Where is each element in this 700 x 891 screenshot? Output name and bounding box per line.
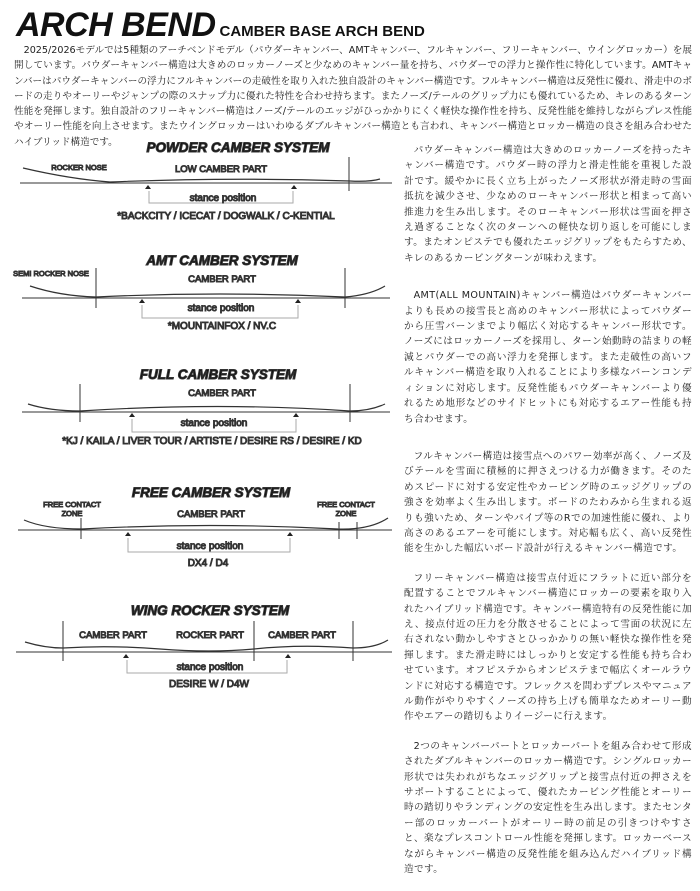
diagram-title: FREE CAMBER SYSTEM xyxy=(131,485,291,500)
page-title xyxy=(16,6,425,45)
diagram-title: WING ROCKER SYSTEM xyxy=(130,603,290,618)
stance-label: stance position xyxy=(189,193,257,204)
zone-label-right-2: ZONE xyxy=(335,509,357,518)
zone-label-left-2: ZONE xyxy=(61,509,83,518)
model-list: DESIRE W / D4W xyxy=(168,679,250,690)
model-list: *BACKCITY / ICECAT / DOGWALK / C-KENTIAL xyxy=(117,211,335,222)
zone-label-left: FREE CONTACT xyxy=(43,500,101,509)
part-label: CAMBER PART xyxy=(188,274,256,285)
wing-description: 2つのキャンバーパートとロッカーパートを組み合わせて形成されたダブルキャンバーのロッカー構造です。シングルロッカー形状では失われがちなエッジグリップと接雪点付近の押さえをサポートすることによって、優れたカービング性能とオーリー時の踏切りやランディングの安定性を生み出します。またセンター部のロッカーパートがオーリー時の前足の引きつけやすさと、楽なプレスコントロール性能を発揮します。ロッカーベースながらキャンバー構造の反発性能を組み込んだハイブリッド構造です。 xyxy=(404,740,692,876)
title-main: ARCH BEND xyxy=(16,6,216,44)
powder-camber-diagram xyxy=(0,135,395,250)
full-description: フルキャンバー構造は接雪点へのパワー効率が高く、ノーズ及びテールを雪面に積極的に押さえつける力が働きます。そのためスピードに対する安定性やカービング時のエッジグリップの強さを効率よく生み出します。ボードのたわみから生まれる返りも強いため、ターンやパイプ等のRでの加速性能に優れ、より高さのあるエアーを可能にします。対応幅も広く、高い反発性能を生かした幅広いボード設計が行えるキャンバー構造です。 xyxy=(404,450,692,555)
wing-rocker-diagram xyxy=(0,597,395,712)
part-label: CAMBER PART xyxy=(188,388,256,399)
model-list: *MOUNTAINFOX / NV.C xyxy=(167,321,277,332)
nose-label: ROCKER NOSE xyxy=(51,163,107,172)
diagram-title: POWDER CAMBER SYSTEM xyxy=(146,140,330,155)
free-description: フリーキャンバー構造は接雪点付近にフラットに近い部分を配置することでフルキャンバー構造にロッカーの要素を取り入れたハイブリッド構造です。キャンバー構造特有の反発性能に加え、接点付近の圧力を分散させることによって雪面の状況に左右されない動かしやすさとひっかかりの無い軽快な操作性を発揮します。また滑走時にはしっかりと安定する性能も持ち合わせています。オフピステからオンピステまで幅広くオールラウンドに対応する構造です。フレックスを問わずプレスやマニュアル動作がやりやすくノーズの持ち上げも簡単なためオーリー動作やエアーの踏切もよりイージーに行えます。 xyxy=(404,572,692,723)
part-label-center: ROCKER PART xyxy=(176,630,244,641)
title-sub: CAMBER BASE ARCH BEND xyxy=(219,23,425,40)
diagram-title: AMT CAMBER SYSTEM xyxy=(146,253,298,268)
zone-label-right: FREE CONTACT xyxy=(317,500,375,509)
powder-description: パウダーキャンバー構造は大きめのロッカーノーズを持ったキャンバー構造です。パウダー時の浮力と滑走性能を重視した設計です。緩やかに長く立ち上がったノーズ形状が滑走時の雪面抵抗を減少させ、少なめのローキャンバー形状と相まって高い推進力を生み出します。そのローキャンバー形状は雪面を押さえ過ぎることなく次のターンへの軽快な切り返しを可能にします。またオンピステでも優れたエッジグリップをもたらすため、キレのあるカービングターンが味わえます。 xyxy=(404,145,692,264)
model-list: DX4 / D4 xyxy=(187,558,229,569)
diagram-title: FULL CAMBER SYSTEM xyxy=(139,367,297,382)
nose-label: SEMI ROCKER NOSE xyxy=(13,269,89,278)
stance-label: stance position xyxy=(176,541,244,552)
free-camber-diagram xyxy=(0,480,395,595)
full-camber-diagram xyxy=(0,362,395,477)
amt-description: AMT(ALL MOUNTAIN)キャンバー構造はパウダーキャンバーよりも長めの接雪長と高めのキャンバー形状によってパウダーから圧雪バーンまでより幅広く対応するキャンバー形状です。ノーズにはロッカーノーズを採用し、ターン始動時の詰まりの軽減とパウダーでの高い浮力を発揮します。また走破性の高いフルキャンバー構造を取り入れることにより多様なバーンコンディションに対応します。反発性能もパウダーキャンバーより優れるため地形などのサイドヒットにも対応するエアー性能も持ち合わせます。 xyxy=(404,290,692,425)
amt-camber-diagram xyxy=(0,248,395,363)
model-list: *KJ / KAILA / LIVER TOUR / ARTISTE / DESIRE RS / DESIRE / KD xyxy=(62,436,362,447)
stance-label: stance position xyxy=(176,662,244,673)
part-label-right: CAMBER PART xyxy=(268,630,336,641)
stance-label: stance position xyxy=(180,418,248,429)
stance-label: stance position xyxy=(187,303,255,314)
part-label-left: CAMBER PART xyxy=(79,630,147,641)
description-column xyxy=(404,143,692,891)
part-label: LOW CAMBER PART xyxy=(174,164,268,175)
intro-paragraph: 2025/2026モデルでは5種類のアーチベンドモデル（パウダーキャンバー、AMTキャンバー、フルキャンバー、フリーキャンバー、ウイングロッカー）を展開しています。パウダーキャンバー構造は大きめのロッカーノーズと少なめのキャンバー量を持ち、パウダーでの浮力と操作性に特化しています。AMTキャンバーはパウダーキャンバーの浮力にフルキャンバーの走破性を取り入れた独自設計のキャンバー構造です。フルキャンバー構造は反発性に優れ、滑走中のボードの走りやオーリーやジャンプの際のスナップ力に優れた特性を合わせ持ちます。またノーズ/テールのグリップ力にも優れているため、キレのあるターン性能を発揮します。独自設計のフリーキャンバー構造はノーズ/テールのエッジがひっかかりにくく軽快な操作性を持ち、反発性能を維持しながらプレス性能やオーリー性能を向上させます。またウイングロッカーはいわゆるダブルキャンバー構造とも言われ、キャンバー構造とロッカー構造の良さを組み合わせたハイブリッド構造です。 xyxy=(14,45,692,148)
part-label: CAMBER PART xyxy=(177,509,245,520)
